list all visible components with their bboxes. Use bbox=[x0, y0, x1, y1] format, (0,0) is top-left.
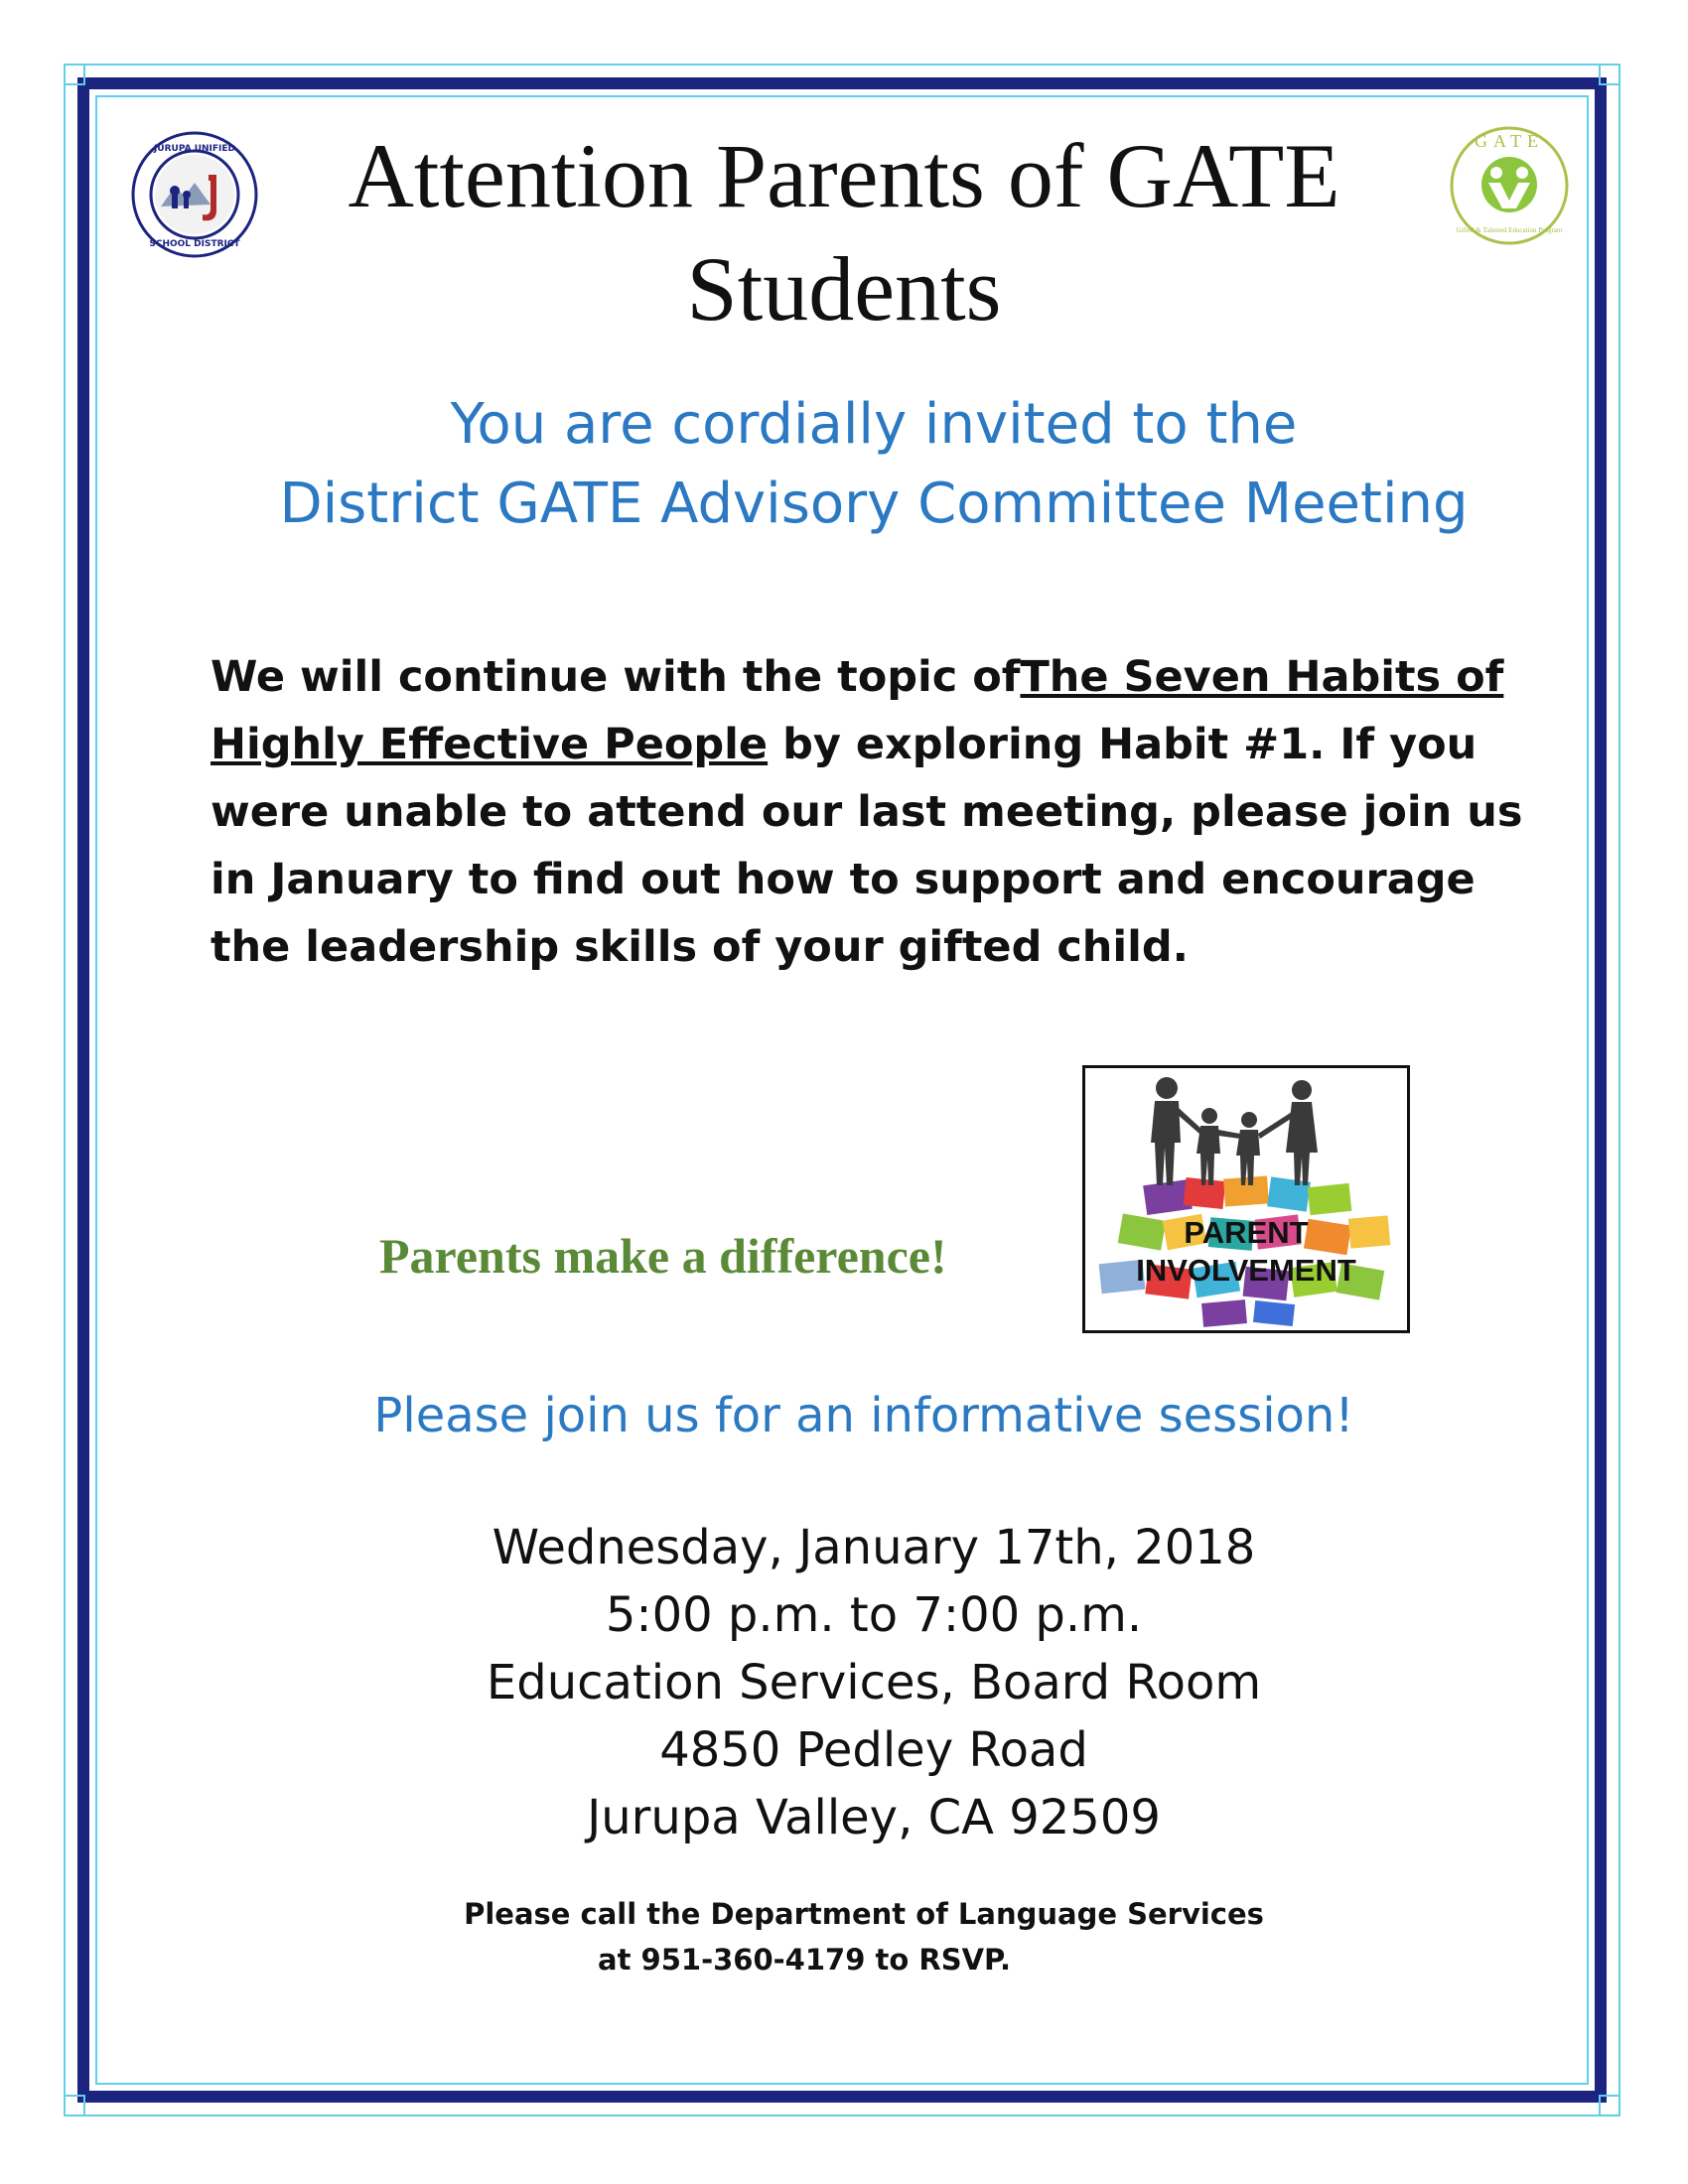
border-corner bbox=[64, 64, 85, 85]
district-seal-text: SCHOOL DISTRICT bbox=[149, 239, 240, 249]
rsvp-note bbox=[417, 1891, 1311, 1982]
event-city: Jurupa Valley, CA 92509 bbox=[587, 1790, 1161, 1845]
join-heading: Please join us for an informative session! bbox=[373, 1388, 1354, 1443]
border-corner bbox=[1599, 64, 1620, 85]
border-corner bbox=[64, 2095, 85, 2116]
rsvp-line-1: Please call the Department of Language Services bbox=[464, 1897, 1264, 1931]
description-intro: We will continue with the topic of bbox=[211, 652, 1021, 702]
svg-text:Gifted & Talented Education Pr: Gifted & Talented Education Program bbox=[1456, 226, 1563, 234]
description-rest: by exploring Habit #1. If you were unable to attend our last meeting, please join us in January to find out how to support and encourage the leadership skills of your gifted child. bbox=[211, 720, 1523, 972]
district-seal-text: JURUPA UNIFIED bbox=[153, 144, 236, 154]
title-line-1: Attention Parents of GATE bbox=[348, 125, 1340, 226]
district-logo bbox=[131, 131, 258, 262]
description-paragraph bbox=[211, 643, 1531, 981]
tagline: Parents make a difference! bbox=[379, 1228, 947, 1284]
image-label-line-1: PARENT bbox=[1184, 1215, 1309, 1250]
border-corner bbox=[1599, 2095, 1620, 2116]
invitation-line-1: You are cordially invited to the bbox=[450, 392, 1298, 457]
event-location: Education Services, Board Room bbox=[486, 1655, 1262, 1710]
event-time: 5:00 p.m. to 7:00 p.m. bbox=[605, 1587, 1143, 1643]
gate-logo bbox=[1445, 121, 1574, 254]
event-date: Wednesday, January 17th, 2018 bbox=[492, 1520, 1256, 1575]
title-line-2: Students bbox=[686, 238, 1002, 340]
invitation-heading bbox=[179, 385, 1569, 544]
book-title: The Seven Habits of Highly Effective People bbox=[211, 652, 1504, 769]
page-title bbox=[258, 119, 1430, 345]
svg-text:GATE: GATE bbox=[1475, 131, 1544, 151]
event-details bbox=[298, 1514, 1450, 1851]
family-puzzle-illustration bbox=[1085, 1068, 1407, 1330]
parent-involvement-image bbox=[1082, 1065, 1410, 1333]
gate-seal-icon bbox=[1445, 121, 1574, 250]
rsvp-line-2: at 951-360-4179 to RSVP. bbox=[598, 1943, 1011, 1977]
invitation-line-2: District GATE Advisory Committee Meeting bbox=[279, 472, 1469, 536]
event-address: 4850 Pedley Road bbox=[659, 1722, 1088, 1778]
district-seal-icon bbox=[131, 131, 258, 258]
image-label-line-2: INVOLVEMENT bbox=[1136, 1253, 1356, 1288]
